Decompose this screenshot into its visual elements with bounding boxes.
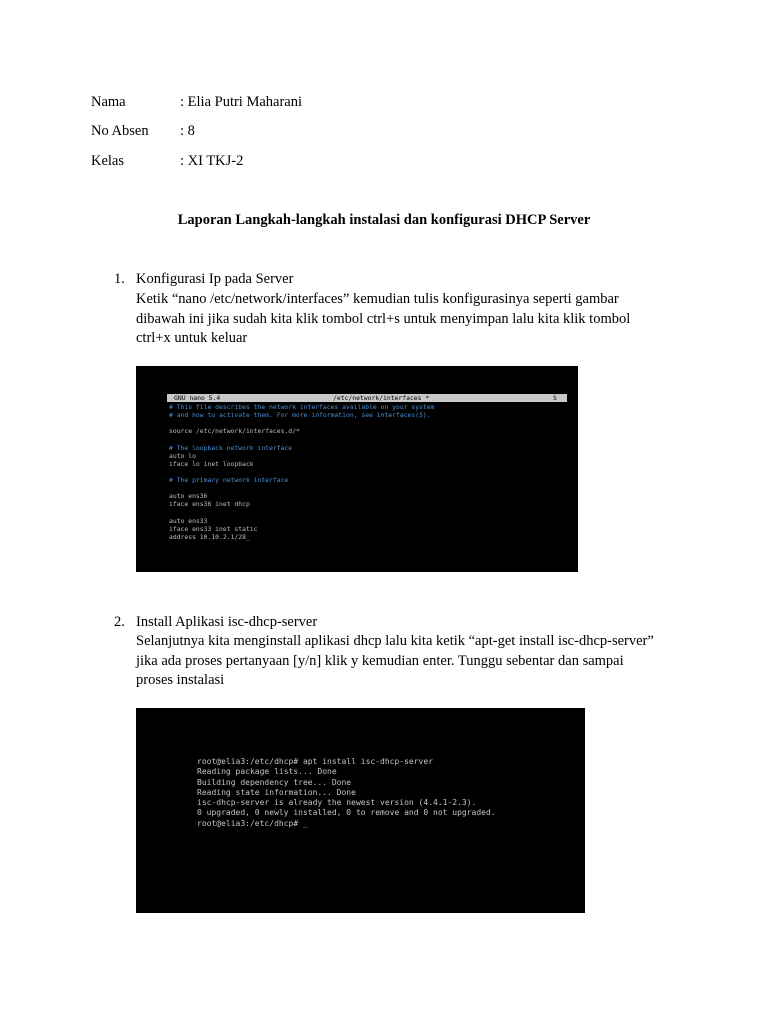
nano-terminal-screenshot (136, 366, 578, 572)
nano-title-bar (167, 394, 567, 402)
apt-line: 0 upgraded, 0 newly installed, 0 to remove and 0 not upgraded. (197, 808, 496, 817)
step-1-line: ctrl+x untuk keluar (136, 330, 248, 346)
kelas-label: Kelas (91, 153, 125, 169)
apt-terminal-screenshot (136, 708, 585, 913)
nano-bar-left: GNU nano 5.4 (174, 394, 221, 402)
nano-line: source /etc/network/interfaces.d/* (169, 427, 300, 435)
nano-line: auto lo (169, 452, 196, 460)
nano-line: address 10.10.2.1/28_ (169, 533, 250, 541)
nano-line: iface ens36 inet dhcp (169, 500, 250, 508)
apt-line: isc-dhcp-server is already the newest version (4.4.1-2.3). (197, 798, 477, 807)
nano-bar-right: S (553, 394, 557, 402)
nano-bar-center: /etc/network/interfaces * (333, 394, 430, 402)
nano-line: # The primary network interface (169, 476, 289, 484)
apt-line: Reading package lists... Done (197, 767, 337, 776)
apt-line: Reading state information... Done (197, 788, 356, 797)
nano-line: auto ens33 (169, 517, 208, 525)
step-2-number: 2. (114, 614, 125, 630)
nano-line: # The loopback network interface (169, 444, 293, 452)
step-1-heading: Konfigurasi Ip pada Server (136, 271, 294, 287)
nano-line: iface lo inet loopback (169, 460, 254, 468)
nano-line: iface ens33 inet static (169, 525, 258, 533)
step-1-line: Ketik “nano /etc/network/interfaces” kemudian tulis konfigurasinya seperti gambar (136, 291, 619, 307)
apt-line: root@elia3:/etc/dhcp# _ (197, 819, 308, 828)
apt-line: root@elia3:/etc/dhcp# apt install isc-dhcp-server (197, 757, 434, 766)
nano-line: # and how to activate them. For more information, see interfaces(5). (169, 411, 431, 419)
apt-line: Building dependency tree... Done (197, 778, 352, 787)
nama-value: : Elia Putri Maharani (180, 94, 303, 110)
absen-label: No Absen (91, 123, 149, 139)
step-1-line: dibawah ini jika sudah kita klik tombol ctrl+s untuk menyimpan lalu kita klik tombol (136, 311, 631, 327)
nano-line: # This file describes the network interfaces available on your system (169, 403, 435, 411)
kelas-value: : XI TKJ-2 (180, 153, 244, 169)
step-2-line: proses instalasi (136, 672, 225, 688)
document-title: Laporan Langkah-langkah instalasi dan konfigurasi DHCP Server (177, 212, 591, 228)
step-1-number: 1. (114, 271, 125, 287)
step-2-line: jika ada proses pertanyaan [y/n] klik y kemudian enter. Tunggu sebentar dan sampai (136, 653, 624, 669)
nano-line: auto ens36 (169, 492, 208, 500)
step-2-line: Selanjutnya kita menginstall aplikasi dhcp lalu kita ketik “apt-get install isc-dhcp-server” (136, 633, 654, 649)
nama-label: Nama (91, 94, 126, 110)
absen-value: : 8 (180, 123, 195, 139)
step-2-heading: Install Aplikasi isc-dhcp-server (136, 614, 318, 630)
